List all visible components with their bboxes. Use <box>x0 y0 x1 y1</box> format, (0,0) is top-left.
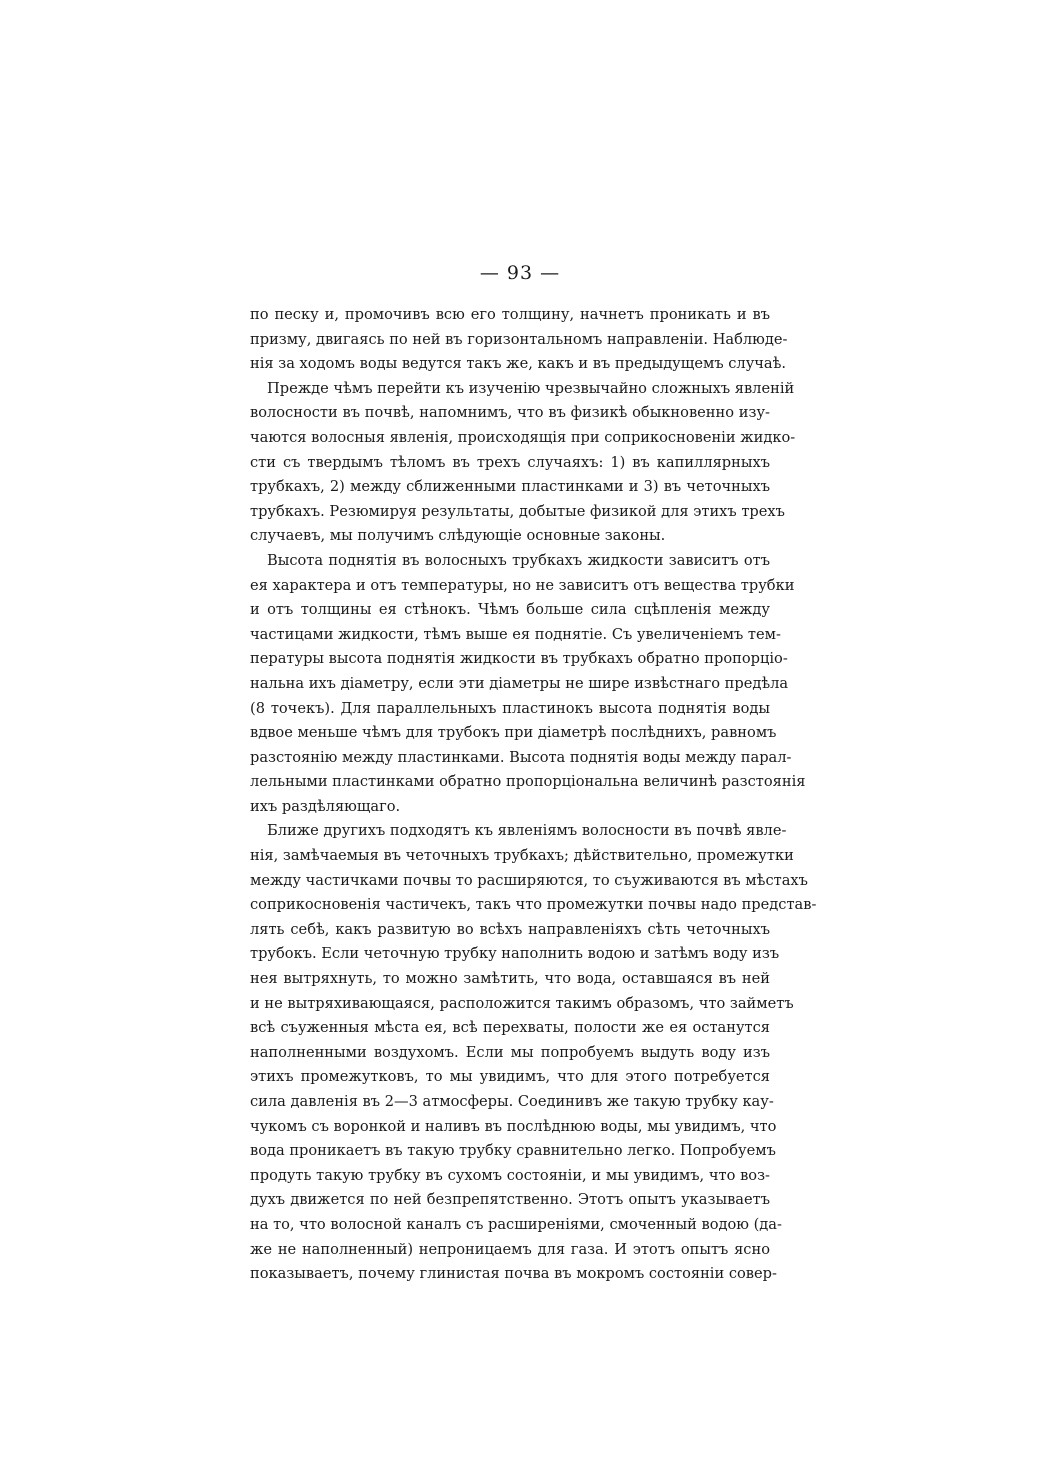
text-line: лельными пластинками обратно пропорціональна величинѣ разстоянія <box>250 773 806 791</box>
paragraph-4 <box>250 819 817 1286</box>
text-line: трубокъ. Если четочную трубку наполнить водою и затѣмъ воду изъ <box>250 945 780 963</box>
paragraph-2 <box>250 377 796 549</box>
text-line: ея характера и отъ температуры, но не зависитъ отъ вещества трубки <box>250 576 795 594</box>
paragraph-1 <box>250 303 788 377</box>
page-number: — 93 — <box>479 262 561 284</box>
text-line: же не наполненный) непроницаемъ для газа. И этотъ опытъ ясно <box>250 1240 770 1258</box>
text-line: наполненными воздухомъ. Если мы попробуемъ выдуть воду изъ <box>250 1043 770 1061</box>
text-line: и не вытряхивающаяся, расположится такимъ образомъ, что займетъ <box>250 994 794 1012</box>
text-line: нальна ихъ діаметру, если эти діаметры не шире извѣстнаго предѣла <box>250 674 789 692</box>
text-line: трубкахъ, 2) между сближенными пластинками и 3) въ четочныхъ <box>250 478 770 496</box>
text-line: трубкахъ. Резюмируя результаты, добытые физикой для этихъ трехъ <box>250 502 785 520</box>
text-line: лять себѣ, какъ развитую во всѣхъ направленіяхъ сѣть четочныхъ <box>250 920 770 938</box>
text-line: Ближе другихъ подходятъ къ явленіямъ волосности въ почвѣ явле- <box>267 822 787 840</box>
text-line: случаевъ, мы получимъ слѣдующіе основные законы. <box>250 527 666 545</box>
text-line: вода проникаетъ въ такую трубку сравнительно легко. Попробуемъ <box>250 1142 776 1160</box>
text-line: волосности въ почвѣ, напомнимъ, что въ физикѣ обыкновенно изу- <box>250 404 770 422</box>
text-line: нія, замѣчаемыя въ четочныхъ трубкахъ; дѣйствительно, промежутки <box>250 847 794 865</box>
text-line: всѣ съуженныя мѣста ея, всѣ перехваты, полости же ея останутся <box>250 1019 770 1037</box>
paragraph-3 <box>250 549 806 820</box>
text-line: ихъ раздѣляющаго. <box>250 797 401 815</box>
text-line: нія за ходомъ воды ведутся такъ же, какъ и въ предыдущемъ случаѣ. <box>250 355 787 373</box>
text-line: между частичками почвы то расширяются, то съуживаются въ мѣстахъ <box>250 871 808 889</box>
body-text <box>250 303 817 1287</box>
text-line: этихъ промежутковъ, то мы увидимъ, что для этого потребуется <box>250 1068 770 1086</box>
text-line: чаются волосныя явленія, происходящія при соприкосновеніи жидко- <box>250 428 796 446</box>
text-line: (8 точекъ). Для параллельныхъ пластинокъ высота поднятія воды <box>250 699 770 717</box>
text-line: Высота поднятія въ волосныхъ трубкахъ жидкости зависитъ отъ <box>267 551 770 569</box>
text-line: по песку и, промочивъ всю его толщину, начнетъ проникать и въ <box>250 306 770 323</box>
text-line: призму, двигаясь по ней въ горизонтальномъ направленіи. Наблюде- <box>250 330 788 348</box>
text-line: продуть такую трубку въ сухомъ состояніи, и мы увидимъ, что воз- <box>250 1166 770 1184</box>
text-line: Прежде чѣмъ перейти къ изученію чрезвычайно сложныхъ явленій <box>267 379 795 397</box>
text-line: на то, что волосной каналъ съ расширеніями, смоченный водою (да- <box>250 1215 782 1233</box>
text-line: показываетъ, почему глинистая почва въ мокромъ состояніи совер- <box>250 1265 777 1283</box>
text-line: пературы высота поднятія жидкости въ трубкахъ обратно пропорціо- <box>250 650 788 668</box>
text-line: вдвое меньше чѣмъ для трубокъ при діаметрѣ послѣднихъ, равномъ <box>250 724 777 742</box>
text-line: частицами жидкости, тѣмъ выше ея поднятіе. Съ увеличеніемъ тем- <box>250 625 781 643</box>
text-line: духъ движется по ней безпрепятственно. Этотъ опытъ указываетъ <box>250 1191 770 1209</box>
text-line: и отъ толщины ея стѣнокъ. Чѣмъ больше сила сцѣпленія между <box>250 601 770 619</box>
text-line: сти съ твердымъ тѣломъ въ трехъ случаяхъ: 1) въ капиллярныхъ <box>250 453 770 471</box>
text-line: сила давленія въ 2—3 атмосферы. Соединивъ же такую трубку кау- <box>250 1093 774 1110</box>
text-line: разстоянію между пластинками. Высота поднятія воды между парал- <box>250 748 792 766</box>
text-line: чукомъ съ воронкой и наливъ въ послѣднюю воды, мы увидимъ, что <box>250 1117 777 1135</box>
text-line: нея вытряхнуть, то можно замѣтить, что вода, оставшаяся въ ней <box>250 970 770 988</box>
text-line: соприкосновенія частичекъ, такъ что промежутки почвы надо представ- <box>250 896 817 914</box>
